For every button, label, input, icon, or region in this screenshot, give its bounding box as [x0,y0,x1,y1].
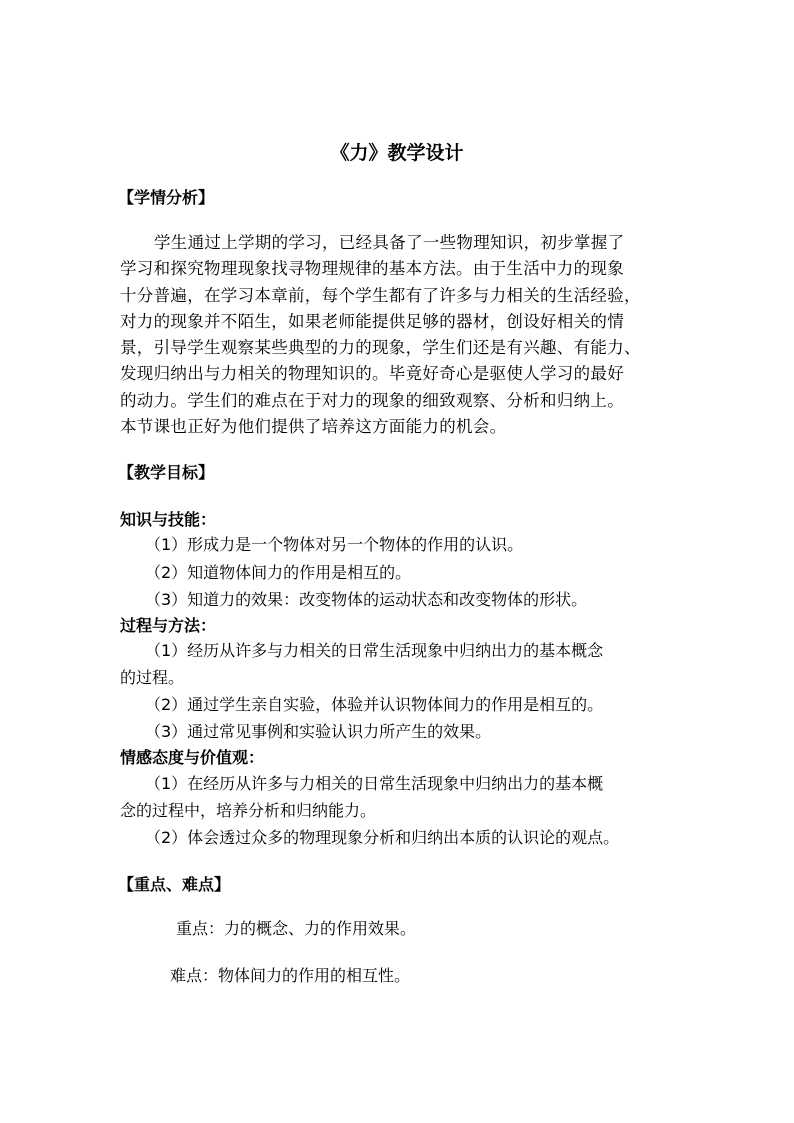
process-item: （2）通过学生亲自实验，体验并认识物体间力的作用是相互的。 [145,695,604,714]
section-heading-learning-analysis: 【学情分析】 [118,188,215,207]
paragraph-line: 对力的现象并不陌生，如果老师能提供足够的器材，创设好相关的情 [120,311,624,331]
paragraph-line: 本节课也正好为他们提供了培养这方面能力的机会。 [120,417,507,437]
learning-analysis-paragraph [120,230,680,440]
emotion-item: （1）在经历从许多与力相关的日常生活现象中归纳出力的基本概 [145,774,604,793]
knowledge-item: （2）知道物体间力的作用是相互的。 [145,563,412,582]
process-item: （1）经历从许多与力相关的日常生活现象中归纳出力的基本概念 [145,641,604,660]
section-heading-key-difficult: 【重点、难点】 [118,875,231,894]
knowledge-item: （1）形成力是一个物体对另一个物体的作用的认识。 [145,535,524,554]
paragraph-line: 十分普遍，在学习本章前，每个学生都有了许多与力相关的生活经验， [120,285,641,305]
process-item: （3）通过常见事例和实验认识力所产生的效果。 [145,722,492,741]
paragraph-line: 景，引导学生观察某些典型的力的现象，学生们还是有兴趣、有能力、 [120,338,641,358]
document-title: 《力》教学设计 [330,142,464,164]
paragraph-line: 学生通过上学期的学习，已经具备了一些物理知识，初步掌握了 [154,233,625,252]
paragraph-line: 学习和探究物理现象找寻物理规律的基本方法。由于生活中力的现象 [120,259,624,279]
emotion-item: （2）体会透过众多的物理现象分析和归纳出本质的认识论的观点。 [145,828,620,847]
difficulty-text: 难点：物体间力的作用的相互性。 [170,966,411,985]
emotion-values-label: 情感态度与价值观： [120,748,265,767]
section-heading-teaching-goals: 【教学目标】 [118,463,215,482]
knowledge-skills-label: 知识与技能： [120,510,217,529]
knowledge-item: （3）知道力的效果：改变物体的运动状态和改变物体的形状。 [145,590,588,609]
key-point-text: 重点：力的概念、力的作用效果。 [176,919,417,938]
paragraph-line: 的动力。学生们的难点在于对力的现象的细致观察、分析和归纳上。 [120,390,624,410]
process-method-label: 过程与方法： [120,616,217,635]
emotion-item-continuation: 念的过程中，培养分析和归纳能力。 [120,801,377,820]
process-item-continuation: 的过程。 [120,668,185,687]
paragraph-line: 发现归纳出与力相关的物理知识的。毕竟好奇心是驱使人学习的最好 [120,364,624,384]
